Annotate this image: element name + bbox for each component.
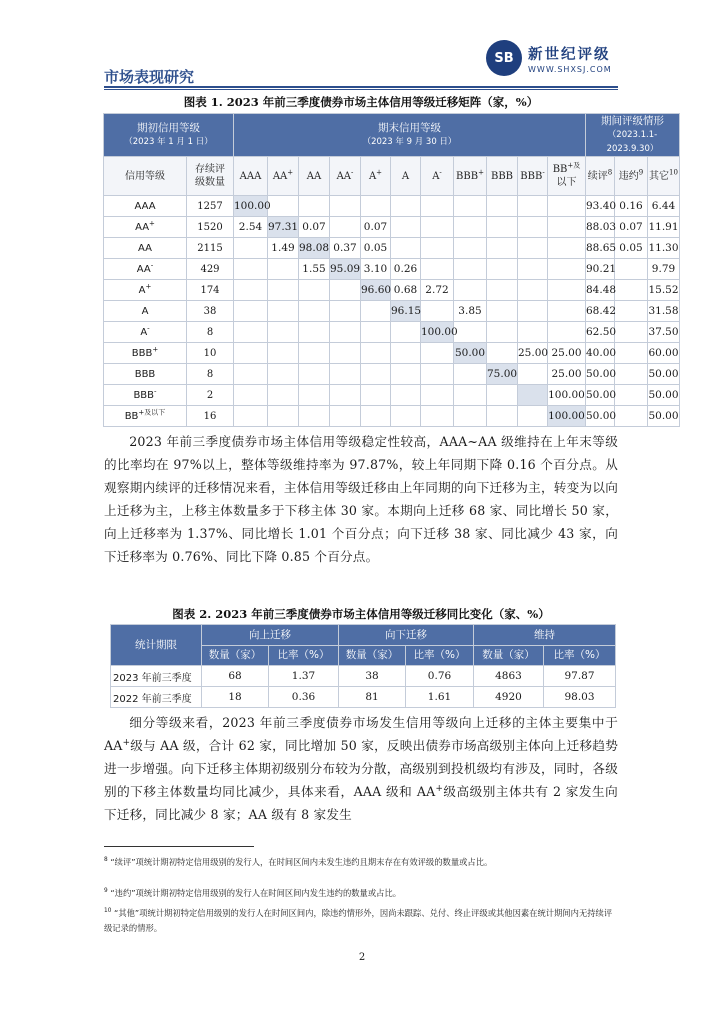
matrix-cell: 0.37 bbox=[330, 238, 361, 259]
count-cell: 8 bbox=[187, 322, 234, 343]
value-cell: 38 bbox=[339, 666, 406, 687]
table-row bbox=[104, 238, 680, 259]
matrix-cell bbox=[518, 259, 548, 280]
matrix-cell bbox=[454, 364, 487, 385]
table-row bbox=[104, 322, 680, 343]
matrix-cell bbox=[487, 238, 518, 259]
cont-cell: 40.00 bbox=[586, 343, 615, 364]
value-cell: 18 bbox=[202, 687, 269, 708]
value-cell: 4863 bbox=[474, 666, 544, 687]
other-cell: 6.44 bbox=[648, 196, 680, 217]
matrix-cell bbox=[361, 301, 391, 322]
matrix-cell bbox=[299, 280, 330, 301]
col-end-aa-plus: AA+ bbox=[268, 157, 299, 196]
matrix-cell: 50.00 bbox=[454, 343, 487, 364]
other-cell: 15.52 bbox=[648, 280, 680, 301]
table-row bbox=[104, 301, 680, 322]
matrix-cell bbox=[391, 406, 421, 427]
value-cell: 68 bbox=[202, 666, 269, 687]
matrix-cell bbox=[234, 301, 268, 322]
table-row bbox=[104, 280, 680, 301]
matrix-cell bbox=[518, 217, 548, 238]
count-cell: 38 bbox=[187, 301, 234, 322]
other-cell: 37.50 bbox=[648, 322, 680, 343]
matrix-cell bbox=[454, 217, 487, 238]
migration-matrix-table bbox=[103, 113, 680, 427]
sub-keep-count: 数量（家） bbox=[474, 645, 544, 666]
matrix-cell bbox=[454, 196, 487, 217]
sub-down-rate: 比率（%） bbox=[406, 645, 474, 666]
def-cell: 0.07 bbox=[615, 217, 648, 238]
table-row bbox=[111, 666, 616, 687]
matrix-cell bbox=[299, 364, 330, 385]
matrix-cell bbox=[548, 217, 586, 238]
footnote-10: $^{10}$ “其他”项统计期初特定信用级别的发行人在时间区间内，除违约情形外，因尚未跟踪、兑付、终止评级或其他因素在统计期间内无持续评级记录的情形。 bbox=[104, 908, 613, 933]
cont-cell: 88.65 bbox=[586, 238, 615, 259]
count-cell: 174 bbox=[187, 280, 234, 301]
matrix-cell bbox=[234, 259, 268, 280]
other-cell: 31.58 bbox=[648, 301, 680, 322]
matrix-cell bbox=[421, 301, 454, 322]
matrix-cell bbox=[391, 364, 421, 385]
grade-cell: BBB bbox=[104, 364, 187, 385]
matrix-cell bbox=[330, 385, 361, 406]
matrix-cell bbox=[421, 343, 454, 364]
matrix-cell bbox=[454, 280, 487, 301]
table-row bbox=[104, 364, 680, 385]
col-end-aa: AA bbox=[299, 157, 330, 196]
def-cell bbox=[615, 385, 648, 406]
table-row bbox=[104, 259, 680, 280]
value-cell: 4920 bbox=[474, 687, 544, 708]
migration-matrix-body bbox=[104, 196, 680, 427]
col-period: 统计期限 bbox=[111, 625, 202, 666]
matrix-cell: 100.00 bbox=[548, 385, 586, 406]
value-cell: 1.61 bbox=[406, 687, 474, 708]
matrix-cell: 95.09 bbox=[330, 259, 361, 280]
value-cell: 1.37 bbox=[269, 666, 339, 687]
matrix-cell bbox=[299, 196, 330, 217]
matrix-cell bbox=[518, 385, 548, 406]
matrix-cell bbox=[299, 343, 330, 364]
matrix-cell bbox=[487, 217, 518, 238]
group-header-start: 期初信用等级 （2023 年 1 月 1 日） bbox=[104, 114, 234, 157]
matrix-cell bbox=[299, 385, 330, 406]
matrix-cell bbox=[518, 322, 548, 343]
table-row bbox=[104, 217, 680, 238]
matrix-cell bbox=[454, 406, 487, 427]
matrix-cell bbox=[421, 364, 454, 385]
grade-cell: AAA bbox=[104, 196, 187, 217]
count-cell: 2 bbox=[187, 385, 234, 406]
table-row bbox=[111, 687, 616, 708]
matrix-cell bbox=[330, 364, 361, 385]
table-row bbox=[104, 343, 680, 364]
matrix-cell bbox=[299, 406, 330, 427]
matrix-cell bbox=[421, 238, 454, 259]
matrix-cell bbox=[234, 406, 268, 427]
cont-cell: 68.42 bbox=[586, 301, 615, 322]
company-logo bbox=[486, 40, 612, 76]
matrix-cell bbox=[454, 259, 487, 280]
matrix-cell bbox=[330, 280, 361, 301]
page-number: 2 bbox=[358, 952, 366, 963]
col-end-bbb: BBB bbox=[487, 157, 518, 196]
matrix-cell: 75.00 bbox=[487, 364, 518, 385]
cont-cell: 50.00 bbox=[586, 364, 615, 385]
period-cell: 2023 年前三季度 bbox=[111, 666, 202, 687]
other-cell: 11.30 bbox=[648, 238, 680, 259]
grade-cell: BBB- bbox=[104, 385, 187, 406]
col-default: 违约$^9$ bbox=[615, 157, 648, 196]
matrix-cell bbox=[454, 385, 487, 406]
other-cell: 11.91 bbox=[648, 217, 680, 238]
matrix-cell bbox=[518, 301, 548, 322]
cont-cell: 90.21 bbox=[586, 259, 615, 280]
matrix-cell bbox=[268, 301, 299, 322]
matrix-cell bbox=[548, 301, 586, 322]
value-cell: 98.03 bbox=[544, 687, 616, 708]
other-cell: 50.00 bbox=[648, 385, 680, 406]
matrix-cell bbox=[330, 322, 361, 343]
def-cell: 0.05 bbox=[615, 238, 648, 259]
matrix-cell bbox=[487, 406, 518, 427]
count-cell: 10 bbox=[187, 343, 234, 364]
matrix-cell bbox=[518, 280, 548, 301]
matrix-cell: 100.00 bbox=[234, 196, 268, 217]
matrix-cell bbox=[548, 259, 586, 280]
group-up: 向上迁移 bbox=[202, 625, 339, 646]
def-cell bbox=[615, 343, 648, 364]
col-end-aaa: AAA bbox=[234, 157, 268, 196]
matrix-cell bbox=[391, 217, 421, 238]
matrix-cell bbox=[330, 343, 361, 364]
cont-cell: 50.00 bbox=[586, 406, 615, 427]
value-cell: 0.36 bbox=[269, 687, 339, 708]
col-end-a-plus: A+ bbox=[361, 157, 391, 196]
col-other: 其它$^{10}$ bbox=[648, 157, 680, 196]
count-cell: 16 bbox=[187, 406, 234, 427]
matrix-cell: 100.00 bbox=[548, 406, 586, 427]
value-cell: 81 bbox=[339, 687, 406, 708]
other-cell: 9.79 bbox=[648, 259, 680, 280]
matrix-cell: 2.54 bbox=[234, 217, 268, 238]
matrix-cell: 0.05 bbox=[361, 238, 391, 259]
matrix-cell: 0.26 bbox=[391, 259, 421, 280]
cont-cell: 50.00 bbox=[586, 385, 615, 406]
matrix-cell bbox=[234, 238, 268, 259]
col-end-bbb-plus: BBB+ bbox=[454, 157, 487, 196]
matrix-cell bbox=[299, 301, 330, 322]
other-cell: 60.00 bbox=[648, 343, 680, 364]
matrix-cell bbox=[299, 322, 330, 343]
table1-caption: 图表 1. 2023 年前三季度债券市场主体信用等级迁移矩阵（家，%） bbox=[183, 95, 539, 109]
table-row bbox=[104, 385, 680, 406]
grade-cell: BBB+ bbox=[104, 343, 187, 364]
matrix-cell bbox=[518, 364, 548, 385]
matrix-cell bbox=[487, 196, 518, 217]
def-cell bbox=[615, 322, 648, 343]
col-count: 存续评 级数量 bbox=[187, 157, 234, 196]
matrix-cell bbox=[391, 343, 421, 364]
header-rule bbox=[104, 86, 618, 88]
matrix-cell bbox=[421, 196, 454, 217]
matrix-cell bbox=[268, 196, 299, 217]
matrix-cell: 3.85 bbox=[454, 301, 487, 322]
count-cell: 1520 bbox=[187, 217, 234, 238]
matrix-cell: 98.08 bbox=[299, 238, 330, 259]
matrix-cell bbox=[361, 322, 391, 343]
matrix-cell: 0.68 bbox=[391, 280, 421, 301]
matrix-cell bbox=[234, 343, 268, 364]
count-cell: 8 bbox=[187, 364, 234, 385]
matrix-cell: 3.10 bbox=[361, 259, 391, 280]
col-end-bbb-minus: BBB- bbox=[518, 157, 548, 196]
matrix-cell bbox=[234, 280, 268, 301]
paragraph-stability: 2023 年前三季度债券市场主体信用等级稳定性较高，AAA~AA 级维持在上年末等级的比率均在 97%以上，整体等级维持率为 97.87%，较上年同期下降 0.16 个百分点。从观察期内续评的迁移情况来看，主体信用等级迁移由上年同期的向下迁移为主，转变为以向上迁移为主，上移主体数量多于下移主体 30 家。本期向上迁移 68 家、同比增长 50 家，向上迁移率为 1.37%、同比增长 1.01 个百分点；向下迁移 38 家、同比减少 43 家，向下迁移率为 0.76%、同比下降 0.85 个百分点。 bbox=[104, 434, 618, 564]
sub-up-count: 数量（家） bbox=[202, 645, 269, 666]
matrix-cell bbox=[454, 322, 487, 343]
cont-cell: 84.48 bbox=[586, 280, 615, 301]
matrix-cell bbox=[268, 322, 299, 343]
sub-up-rate: 比率（%） bbox=[269, 645, 339, 666]
footnote-9: $^9$ “违约”项统计期初特定信用级别的发行人在时间区间内发生违约的数量或占比。 bbox=[104, 888, 402, 898]
matrix-cell bbox=[391, 196, 421, 217]
matrix-cell bbox=[487, 259, 518, 280]
footnote-8: $^8$ “续评”项统计期初特定信用级别的发行人，在时间区间内未发生违约且期末存在有效评级的数量或占比。 bbox=[104, 857, 493, 867]
col-end-bb-below: $BB^{+及}$ 以下 bbox=[548, 157, 586, 196]
section-title: 市场表现研究 bbox=[104, 68, 195, 86]
matrix-cell bbox=[487, 322, 518, 343]
paragraph-detail: 细分等级来看，2023 年前三季度债券市场发生信用等级向上迁移的主体主要集中于 AA+级与 AA 级，合计 62 家，同比增加 50 家，反映出债券市场高级别主体向上迁移趋势进一步增强。向下迁移主体期初级别分布较为分散，高级别到投机级均有涉及，同时，各级别的下移主体数量均同比减少，具体来看，AAA 级和 AA+级高级别主体共有 2 家发生向下迁移，同比减少 8 家；AA 级有 8 家发生 bbox=[104, 715, 618, 822]
matrix-cell: 25.00 bbox=[548, 364, 586, 385]
value-cell: 97.87 bbox=[544, 666, 616, 687]
grade-cell: A bbox=[104, 301, 187, 322]
matrix-cell bbox=[421, 406, 454, 427]
matrix-cell bbox=[548, 238, 586, 259]
matrix-cell: 96.15 bbox=[391, 301, 421, 322]
def-cell: 0.16 bbox=[615, 196, 648, 217]
other-cell: 50.00 bbox=[648, 406, 680, 427]
table-row bbox=[104, 196, 680, 217]
matrix-cell: 2.72 bbox=[421, 280, 454, 301]
matrix-cell bbox=[421, 385, 454, 406]
col-end-a: A bbox=[391, 157, 421, 196]
grade-cell: AA+ bbox=[104, 217, 187, 238]
matrix-cell bbox=[234, 322, 268, 343]
matrix-cell bbox=[268, 385, 299, 406]
matrix-cell bbox=[391, 238, 421, 259]
matrix-cell bbox=[518, 196, 548, 217]
matrix-cell bbox=[361, 364, 391, 385]
grade-cell: $BB^{+及以下}$ bbox=[104, 406, 187, 427]
matrix-cell bbox=[487, 301, 518, 322]
matrix-cell bbox=[487, 385, 518, 406]
col-grade: 信用等级 bbox=[104, 157, 187, 196]
matrix-cell bbox=[361, 196, 391, 217]
grade-cell: AA bbox=[104, 238, 187, 259]
migration-yoy-table bbox=[110, 624, 616, 708]
matrix-cell bbox=[361, 343, 391, 364]
matrix-cell: 0.07 bbox=[361, 217, 391, 238]
def-cell bbox=[615, 406, 648, 427]
count-cell: 1257 bbox=[187, 196, 234, 217]
matrix-cell bbox=[268, 343, 299, 364]
def-cell bbox=[615, 301, 648, 322]
cont-cell: 62.50 bbox=[586, 322, 615, 343]
matrix-cell: 97.31 bbox=[268, 217, 299, 238]
group-header-end: 期末信用等级 （2023 年 9 月 30 日） bbox=[234, 114, 586, 157]
group-header-period: 期间评级情形 （2023.1.1-2023.9.30） bbox=[586, 114, 680, 157]
matrix-cell bbox=[268, 280, 299, 301]
matrix-cell bbox=[234, 385, 268, 406]
matrix-cell bbox=[548, 322, 586, 343]
cont-cell: 93.40 bbox=[586, 196, 615, 217]
matrix-cell bbox=[330, 406, 361, 427]
table-row bbox=[104, 406, 680, 427]
count-cell: 2115 bbox=[187, 238, 234, 259]
other-cell: 50.00 bbox=[648, 364, 680, 385]
matrix-cell bbox=[454, 238, 487, 259]
col-end-aa-minus: AA- bbox=[330, 157, 361, 196]
col-end-a-minus: A- bbox=[421, 157, 454, 196]
grade-cell: A- bbox=[104, 322, 187, 343]
matrix-cell bbox=[234, 364, 268, 385]
matrix-cell bbox=[330, 196, 361, 217]
matrix-cell bbox=[518, 238, 548, 259]
matrix-cell: 1.55 bbox=[299, 259, 330, 280]
matrix-cell bbox=[548, 280, 586, 301]
col-continue: 续评$^8$ bbox=[586, 157, 615, 196]
sub-down-count: 数量（家） bbox=[339, 645, 406, 666]
logo-mark-icon: SB bbox=[486, 40, 522, 76]
matrix-cell bbox=[548, 196, 586, 217]
matrix-cell bbox=[268, 259, 299, 280]
matrix-cell: 25.00 bbox=[518, 343, 548, 364]
matrix-cell bbox=[487, 343, 518, 364]
matrix-cell bbox=[391, 385, 421, 406]
period-cell: 2022 年前三季度 bbox=[111, 687, 202, 708]
grade-cell: A+ bbox=[104, 280, 187, 301]
group-keep: 维持 bbox=[474, 625, 616, 646]
matrix-cell bbox=[268, 364, 299, 385]
header-rule-thin bbox=[104, 89, 618, 90]
matrix-cell: 100.00 bbox=[421, 322, 454, 343]
grade-cell: AA- bbox=[104, 259, 187, 280]
def-cell bbox=[615, 280, 648, 301]
table2-caption: 图表 2. 2023 年前三季度债券市场主体信用等级迁移同比变化（家、%） bbox=[172, 607, 550, 621]
matrix-cell bbox=[361, 406, 391, 427]
matrix-cell: 96.60 bbox=[361, 280, 391, 301]
matrix-cell: 0.07 bbox=[299, 217, 330, 238]
matrix-cell bbox=[330, 217, 361, 238]
matrix-cell bbox=[391, 322, 421, 343]
footnote-rule bbox=[104, 846, 254, 847]
sub-keep-rate: 比率（%） bbox=[544, 645, 616, 666]
value-cell: 0.76 bbox=[406, 666, 474, 687]
logo-url: WWW.SHXSJ.COM bbox=[528, 64, 612, 74]
group-down: 向下迁移 bbox=[339, 625, 474, 646]
matrix-cell bbox=[421, 217, 454, 238]
matrix-cell bbox=[518, 406, 548, 427]
matrix-cell bbox=[421, 259, 454, 280]
matrix-cell: 25.00 bbox=[548, 343, 586, 364]
def-cell bbox=[615, 364, 648, 385]
matrix-cell bbox=[268, 406, 299, 427]
def-cell bbox=[615, 259, 648, 280]
matrix-cell bbox=[330, 301, 361, 322]
count-cell: 429 bbox=[187, 259, 234, 280]
matrix-cell bbox=[361, 385, 391, 406]
cont-cell: 88.03 bbox=[586, 217, 615, 238]
matrix-cell: 1.49 bbox=[268, 238, 299, 259]
logo-name: 新世纪评级 bbox=[528, 46, 611, 63]
matrix-cell bbox=[487, 280, 518, 301]
